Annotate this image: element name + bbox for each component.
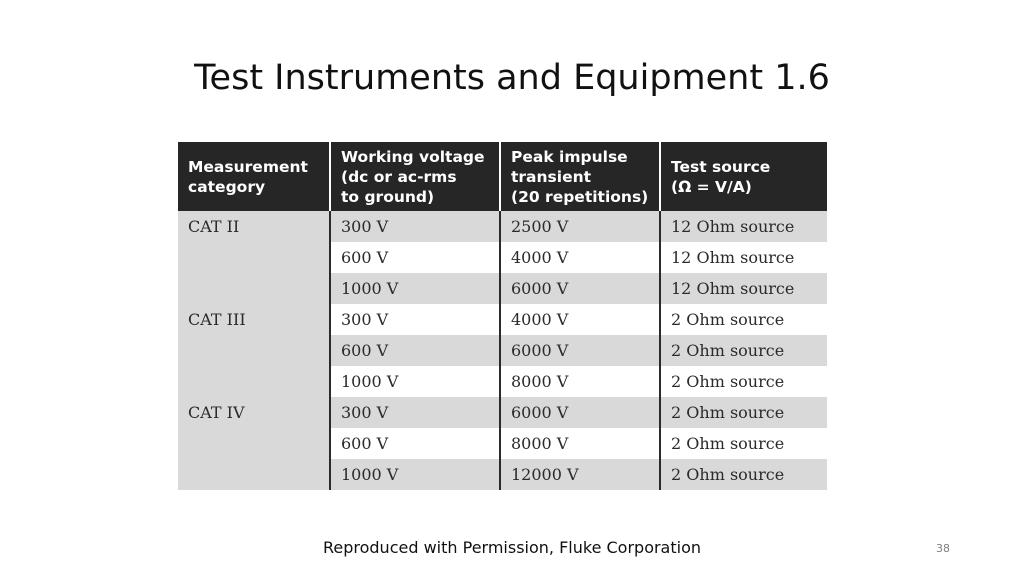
voltage-cell: 1000 V: [330, 459, 500, 490]
transient-cell: 8000 V: [500, 428, 660, 459]
source-cell: 12 Ohm source: [660, 211, 827, 242]
header-test-source: [660, 142, 827, 211]
page-number: 38: [936, 542, 950, 555]
table-row: [178, 211, 827, 242]
header-line: Test source: [671, 157, 771, 176]
header-line: (dc or ac-rms: [341, 167, 457, 186]
category-cell: CAT II: [178, 211, 330, 304]
category-cell: CAT IV: [178, 397, 330, 490]
transient-cell: 6000 V: [500, 273, 660, 304]
source-cell: 12 Ohm source: [660, 242, 827, 273]
header-measurement-category: [178, 142, 330, 211]
voltage-cell: 300 V: [330, 304, 500, 335]
header-line: Peak impulse: [511, 147, 628, 166]
header-line: Measurement: [188, 157, 308, 176]
transient-cell: 6000 V: [500, 397, 660, 428]
table-row: [178, 397, 827, 428]
header-peak-impulse-transient: [500, 142, 660, 211]
table-row: [178, 304, 827, 335]
footer-credit: Reproduced with Permission, Fluke Corporation: [322, 538, 702, 557]
table-header: [178, 142, 827, 211]
voltage-cell: 600 V: [330, 242, 500, 273]
transient-cell: 4000 V: [500, 304, 660, 335]
category-cell: CAT III: [178, 304, 330, 397]
measurement-category-table: [178, 142, 827, 490]
header-line: (20 repetitions): [511, 187, 649, 206]
source-cell: 2 Ohm source: [660, 397, 827, 428]
header-line: (Ω = V/A): [671, 177, 752, 196]
transient-cell: 8000 V: [500, 366, 660, 397]
voltage-cell: 300 V: [330, 211, 500, 242]
table-header-row: [178, 142, 827, 211]
voltage-cell: 1000 V: [330, 366, 500, 397]
transient-cell: 6000 V: [500, 335, 660, 366]
source-cell: 2 Ohm source: [660, 366, 827, 397]
transient-cell: 4000 V: [500, 242, 660, 273]
voltage-cell: 300 V: [330, 397, 500, 428]
source-cell: 2 Ohm source: [660, 304, 827, 335]
source-cell: 2 Ohm source: [660, 335, 827, 366]
header-line: transient: [511, 167, 592, 186]
header-line: category: [188, 177, 266, 196]
slide-title: Test Instruments and Equipment 1.6: [194, 58, 830, 98]
header-line: to ground): [341, 187, 435, 206]
voltage-cell: 600 V: [330, 335, 500, 366]
voltage-cell: 1000 V: [330, 273, 500, 304]
source-cell: 12 Ohm source: [660, 273, 827, 304]
table-body: [178, 211, 827, 490]
source-cell: 2 Ohm source: [660, 459, 827, 490]
source-cell: 2 Ohm source: [660, 428, 827, 459]
measurement-category-table-container: [178, 142, 827, 491]
transient-cell: 2500 V: [500, 211, 660, 242]
header-working-voltage: [330, 142, 500, 211]
transient-cell: 12000 V: [500, 459, 660, 490]
header-line: Working voltage: [341, 147, 485, 166]
voltage-cell: 600 V: [330, 428, 500, 459]
